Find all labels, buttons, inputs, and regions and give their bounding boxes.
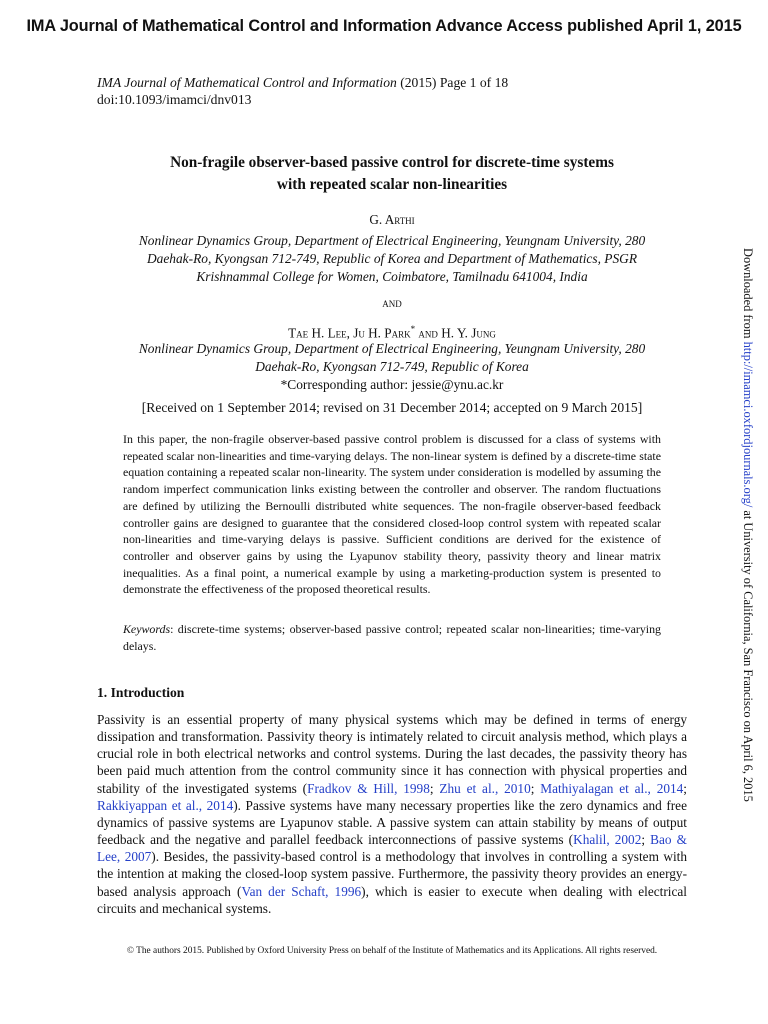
- journal-name: IMA Journal of Mathematical Control and Information: [97, 75, 397, 90]
- citation-link[interactable]: Zhu et al., 2010: [439, 780, 531, 796]
- author-1: [97, 211, 687, 229]
- author-2-names: Tae H. Lee, Ju H. Park: [288, 325, 411, 341]
- title-line-1: Non-fragile observer-based passive control for discrete-time systems: [170, 154, 614, 171]
- advance-access-banner: IMA Journal of Mathematical Control and Information Advance Access published April 1, 2015: [26, 17, 742, 35]
- journal-header: [97, 74, 508, 108]
- doi: doi:10.1093/imamci/dnv013: [97, 92, 252, 107]
- citation-link[interactable]: Van der Schaft, 1996: [241, 883, 362, 899]
- journal-meta: (2015) Page 1 of 18: [396, 75, 509, 90]
- affiliation-2-line: Daehak-Ro, Kyongsan 712-749, Republic of Korea: [255, 359, 529, 374]
- copyright-footer: © The authors 2015. Published by Oxford University Press on behalf of the Institute of Mathematics and its Applications. All rights reserved.: [126, 946, 658, 956]
- affiliation-1-line: Krishnammal College for Women, Coimbatore, Tamilnadu 641004, India: [196, 269, 588, 284]
- corresponding-star: *: [410, 324, 416, 334]
- citation-link[interactable]: Mathiyalagan et al., 2014: [540, 780, 684, 796]
- citation-link[interactable]: Bao & Lee, 2007: [97, 832, 687, 865]
- affiliation-1: [97, 232, 687, 286]
- journal-url-link[interactable]: http://imamci.oxfordjournals.org/: [741, 341, 755, 508]
- keywords-label: Keywords: [123, 622, 171, 636]
- abstract: In this paper, the non-fragile observer-based passive control problem is discussed for a class of systems with repeated scalar non-linearities and time-varying delays. The non-linear system is defined by a discrete-time state equation containing a repeated scalar non-linearity. The system under consideration is modelled by assuming the random imperfect communication links existing between the controller and observer. The random fluctuations are defined by utilizing the Bernoulli distributed white sequences. The non-fragile observer-based feedback controller gains are designed to guarantee that the considered closed-loop control system with repeated scalar non-linearities and time-varying delays is passive. Sufficient conditions are derived for the existence of controller and observer gains by using the Lyapunov stability theory, passivity theory and linear matrix inequalities. As a final point, a numerical example by using a marketing-production system is presented to demonstrate the effectiveness of the proposed theoretical results.: [123, 432, 661, 597]
- affiliation-1-line: Nonlinear Dynamics Group, Department of Electrical Engineering, Yeungnam University, 280: [138, 233, 646, 248]
- received-dates: [Received on 1 September 2014; revised on 31 December 2014; accepted on 9 March 2015]: [141, 400, 643, 415]
- citation-link[interactable]: Rakkiyappan et al., 2014: [97, 797, 234, 813]
- and-separator: and: [382, 295, 402, 310]
- citation-link[interactable]: Khalil, 2002: [573, 832, 642, 848]
- paper-title: [97, 152, 687, 196]
- author-2-names-rest: and H. Y. Jung: [415, 325, 496, 341]
- keywords-list: : discrete-time systems; observer-based passive control; repeated scalar non-linearities; time-varying delays.: [123, 622, 661, 653]
- keywords: [123, 621, 661, 654]
- affiliation-1-line: Daehak-Ro, Kyongsan 712-749, Republic of Korea and Department of Mathematics, PSGR: [146, 251, 638, 266]
- corresponding-author: *Corresponding author: jessie@ynu.ac.kr: [280, 377, 504, 392]
- intro-paragraph: Passivity is an essential property of many physical systems which may be defined in terms of energy dissipation and transformation. Passivity theory is intimately related to circuit analysis method, which plays a crucial role in both electrical networks and control systems. During the last decades, the passivity theory has been paid much attention from the control community since it has connection with physical properties and stability of the investigated systems (Fradkov & Hill, 1998; Zhu et al., 2010; Mathiyalagan et al., 2014; Rakkiyappan et al., 2014). Passive systems have many necessary properties like the zero dynamics and free dynamics of passive systems are Lyapunov stable. A passive system can attain stability by means of output feedback and the negative and parallel feedback interconnections of passive systems (Khalil, 2002; Bao & Lee, 2007). Besides, the passivity-based control is a methodology that involves in controlling a system with the intention at making the closed-loop system passive. Furthermore, the passivity theory provides an energy-based analysis approach (Van der Schaft, 1996), which is easier to execute when dealing with electrical circuits and mechanical systems.: [97, 712, 687, 916]
- section-heading: 1. Introduction: [97, 685, 185, 700]
- affiliation-2: [97, 340, 687, 376]
- author-1-name: G. Arthi: [369, 212, 415, 227]
- affiliation-2-line: Nonlinear Dynamics Group, Department of Electrical Engineering, Yeungnam University, 280: [138, 341, 646, 356]
- title-line-2: with repeated scalar non-linearities: [276, 176, 508, 193]
- citation-link[interactable]: Fradkov & Hill, 1998: [307, 780, 430, 796]
- download-sidebar: Downloaded from http://imamci.oxfordjournals.org/ at University of California, San Francisco on April 6, 2015: [741, 248, 755, 802]
